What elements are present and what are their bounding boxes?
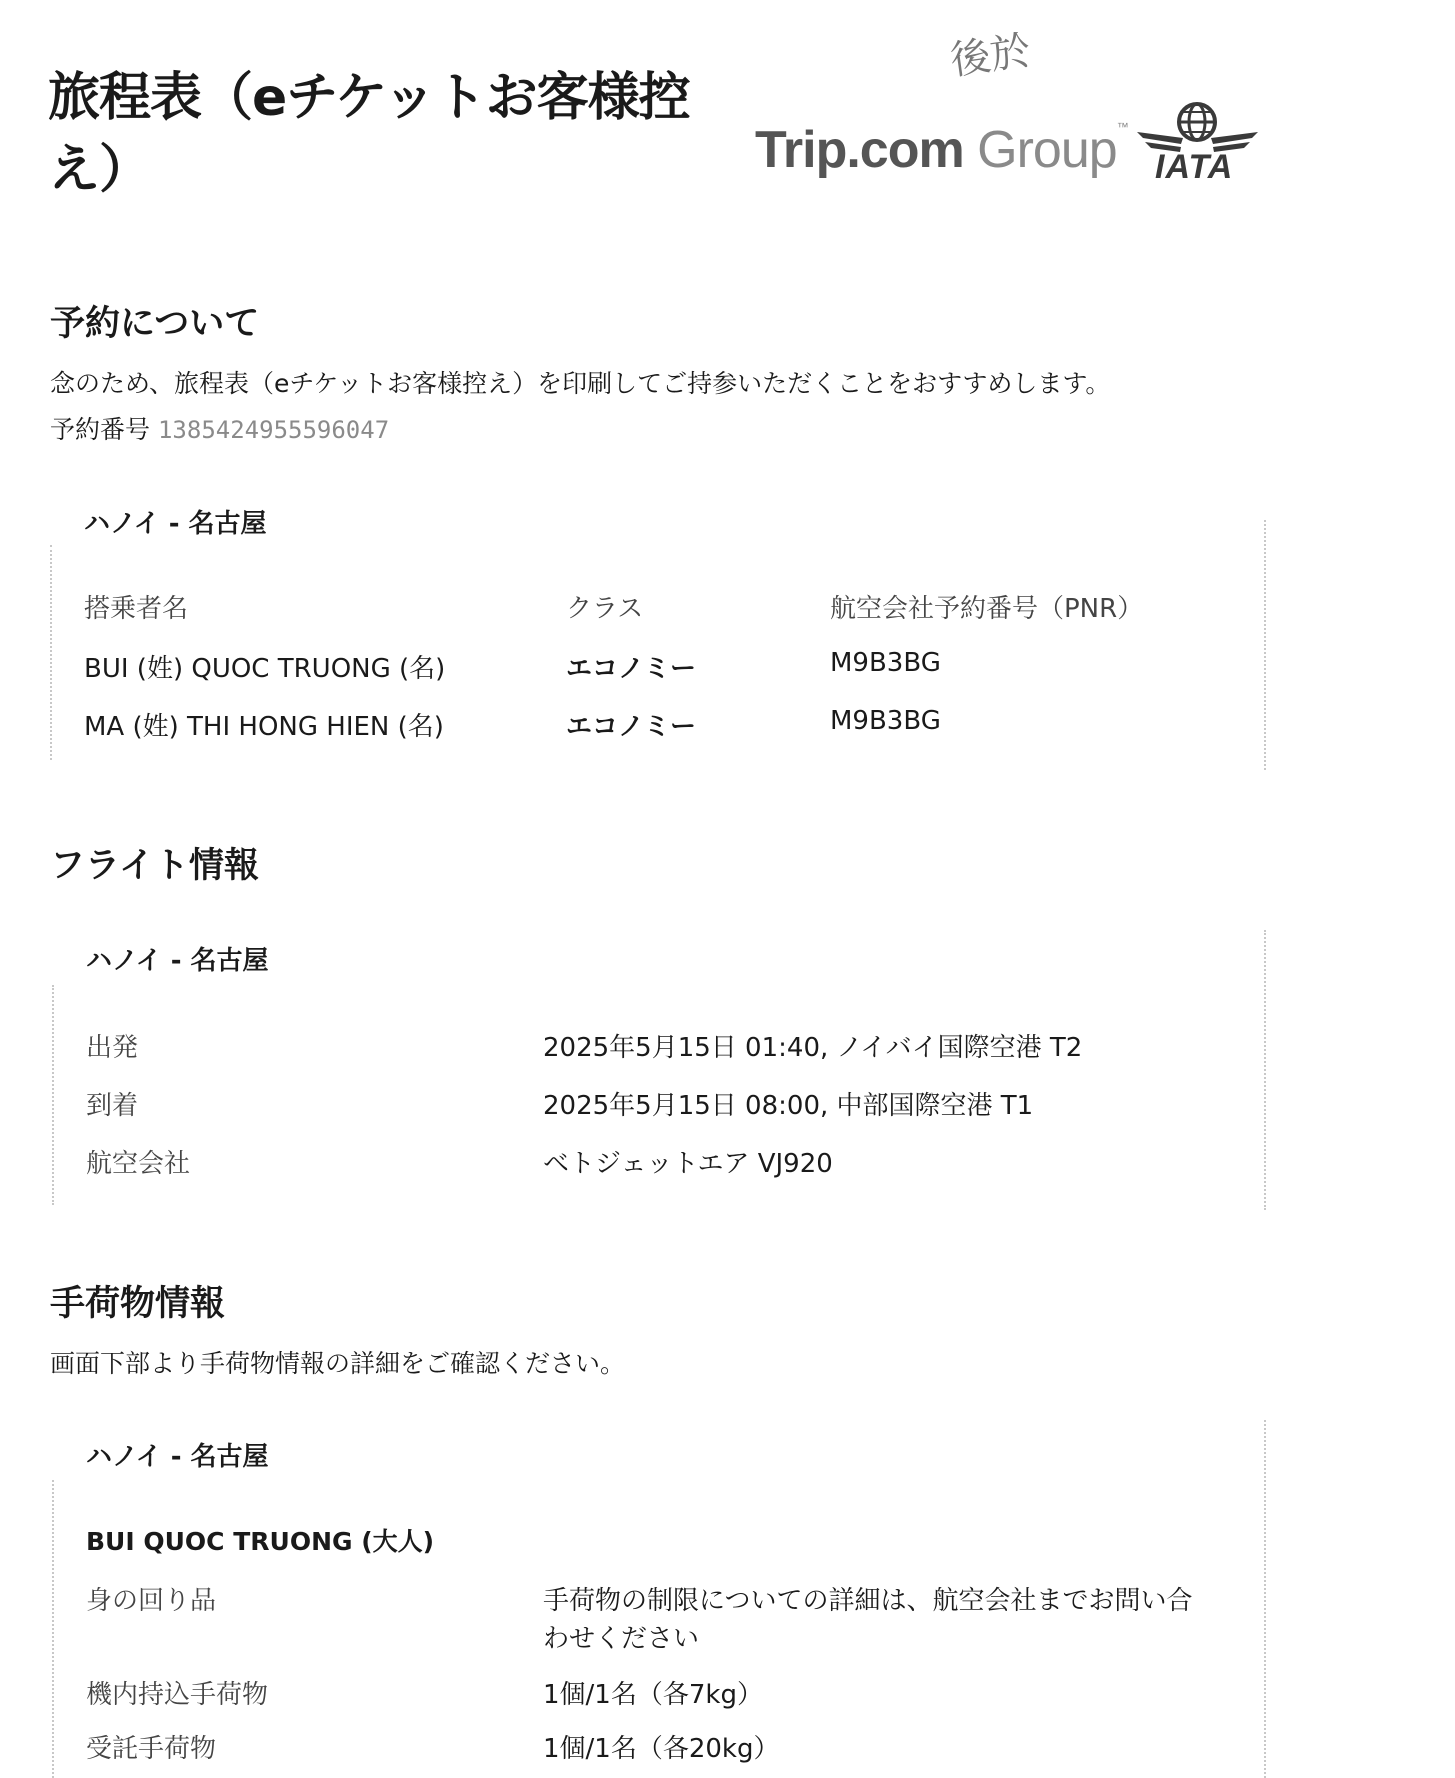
checked-baggage-label: 受託手荷物 bbox=[86, 1734, 217, 1764]
booking-number-value: 1385424955596047 bbox=[157, 416, 390, 444]
baggage-note: 画面下部より手荷物情報の詳細をご確認ください。 bbox=[50, 1349, 626, 1378]
flight-heading: フライト情報 bbox=[50, 846, 259, 886]
baggage-card-left-border bbox=[52, 1480, 54, 1778]
baggage-heading: 手荷物情報 bbox=[50, 1284, 226, 1324]
flight-card-right-border bbox=[1264, 930, 1266, 1210]
logo-trip-text: Trip bbox=[755, 121, 847, 179]
baggage-card-right-border bbox=[1264, 1420, 1266, 1778]
flight-card-left-border bbox=[52, 985, 54, 1205]
print-note: 念のため、旅程表（eチケットお客様控え）を印刷してご持参いただくことをおすすめします。 bbox=[50, 369, 1111, 398]
baggage-route: ハノイ - 名古屋 bbox=[86, 1442, 269, 1472]
carry-on-value: 1個/1名（各7kg） bbox=[543, 1680, 763, 1710]
col-passenger-header: 搭乗者名 bbox=[84, 594, 189, 624]
logo-group-text: Group bbox=[963, 121, 1117, 179]
departure-label: 出発 bbox=[86, 1033, 139, 1063]
col-pnr-header: 航空会社予約番号（PNR） bbox=[830, 594, 1144, 624]
departure-value: 2025年5月15日 01:40, ノイバイ国際空港 T2 bbox=[543, 1033, 1083, 1063]
personal-item-label: 身の回り品 bbox=[86, 1586, 217, 1616]
checked-baggage-value: 1個/1名（各20kg） bbox=[543, 1734, 780, 1764]
trip-com-group-logo bbox=[755, 120, 1128, 180]
booking-number-row bbox=[50, 410, 389, 446]
booking-number-label: 予約番号 bbox=[50, 415, 151, 444]
passenger-pnr: M9B3BG bbox=[830, 706, 941, 736]
passenger-pnr: M9B3BG bbox=[830, 648, 941, 678]
booking-card-right-border bbox=[1264, 520, 1266, 770]
iata-logo-text: IATA bbox=[1155, 148, 1234, 186]
handwritten-note: 後於 bbox=[947, 27, 1034, 85]
airline-value: ベトジェットエア VJ920 bbox=[543, 1149, 833, 1179]
page-title: 旅程表（eチケットお客様控え） bbox=[48, 68, 690, 200]
carry-on-label: 機内持込手荷物 bbox=[86, 1680, 269, 1710]
booking-route: ハノイ - 名古屋 bbox=[84, 509, 267, 539]
baggage-passenger: BUI QUOC TRUONG (大人) bbox=[86, 1527, 435, 1556]
logo-tm-text: ™ bbox=[1116, 120, 1128, 134]
personal-item-value-line2: わせください bbox=[543, 1624, 700, 1654]
arrival-label: 到着 bbox=[86, 1091, 139, 1121]
passenger-name: BUI (姓) QUOC TRUONG (名) bbox=[84, 654, 446, 684]
logo-dotcom-text: .com bbox=[846, 121, 964, 179]
personal-item-value-line1: 手荷物の制限についての詳細は、航空会社までお問い合 bbox=[543, 1586, 1193, 1616]
col-class-header: クラス bbox=[566, 594, 644, 624]
arrival-value: 2025年5月15日 08:00, 中部国際空港 T1 bbox=[543, 1091, 1034, 1121]
booking-heading: 予約について bbox=[50, 304, 260, 344]
passenger-name: MA (姓) THI HONG HIEN (名) bbox=[84, 712, 444, 742]
flight-route: ハノイ - 名古屋 bbox=[86, 946, 269, 976]
passenger-class: エコノミー bbox=[566, 712, 697, 742]
passenger-class: エコノミー bbox=[566, 654, 697, 684]
airline-label: 航空会社 bbox=[86, 1149, 191, 1179]
booking-card-left-border bbox=[50, 545, 52, 760]
